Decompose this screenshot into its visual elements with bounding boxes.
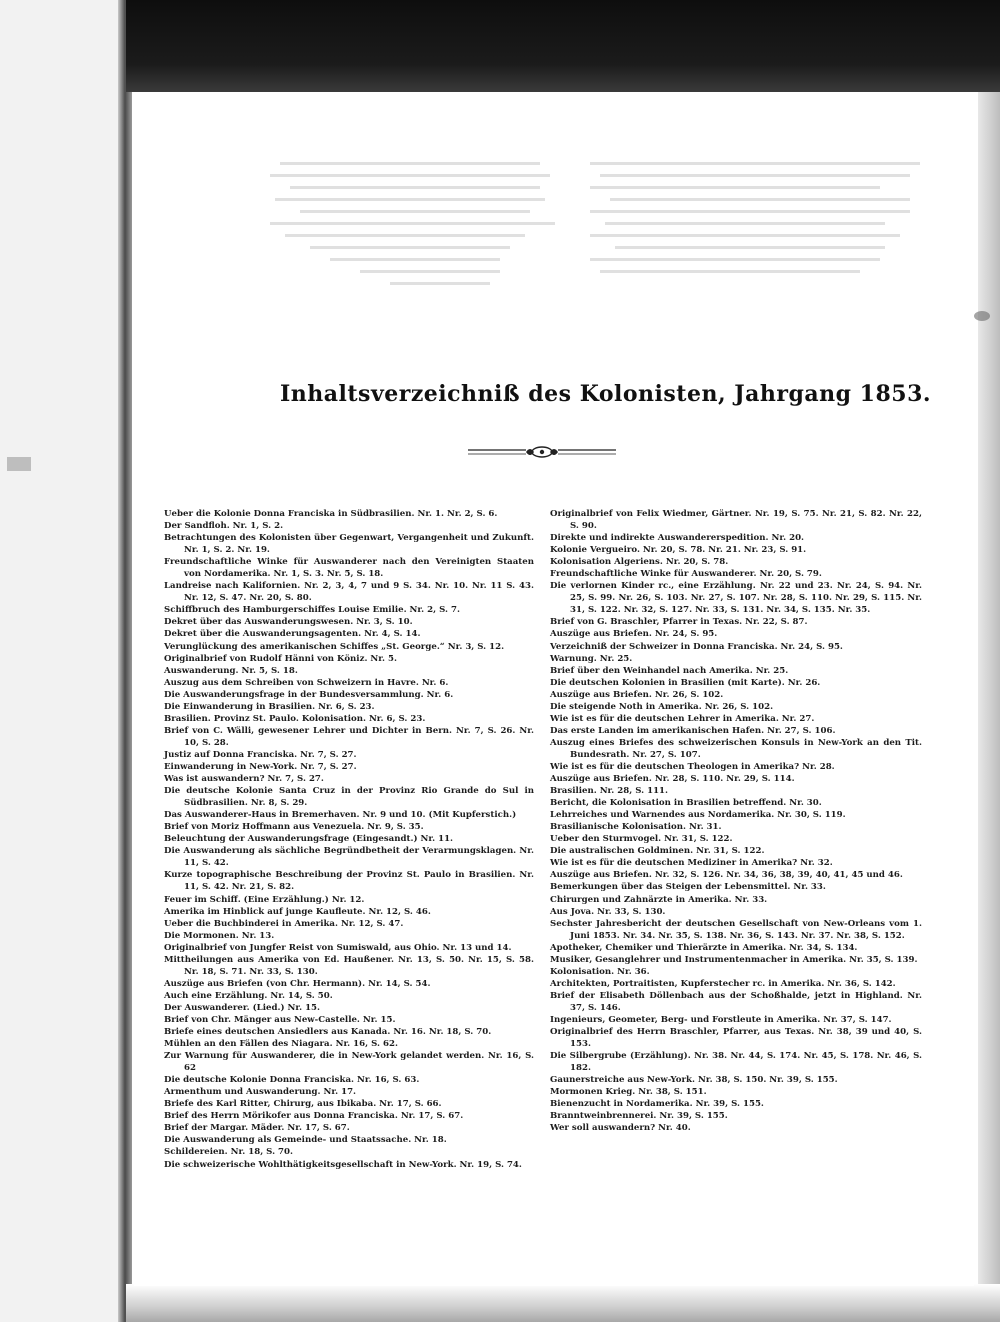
toc-entry: Auch eine Erzählung. Nr. 14, S. 50. [164,990,333,1001]
toc-entry: Sechster Jahresbericht der deutschen Gesellschaft von New-Orleans vom 1. Juni 1853. Nr. 34. Nr. 35, S. 138. Nr. 36, S. 143. Nr. 37. Nr. 38, S. 152. [550,918,922,941]
toc-entry: Originalbrief des Herrn Braschler, Pfarrer, aus Texas. Nr. 38, 39 und 40, S. 153. [550,1027,922,1050]
toc-entry: Die verlornen Kinder rc., eine Erzählung. Nr. 22 und 23. Nr. 24, S. 94. Nr. 25, S. 99. Nr. 26, S. 103. Nr. 27, S. 107. Nr. 28, S. 110. Nr. 29, S. 115. Nr. 31, S. 122. Nr. 32, S. 127. Nr. 33, S. 131. Nr. 34, S. 135. Nr. 35. [550,581,922,616]
toc-entry: Bemerkungen über das Steigen der Lebensmittel. Nr. 33. [550,882,826,893]
toc-entry: Originalbrief von Jungfer Reist von Sumiswald, aus Ohio. Nr. 13 und 14. [164,942,512,953]
toc-entry: Schiffbruch des Hamburgerschiffes Louise Emilie. Nr. 2, S. 7. [164,605,460,616]
toc-entry: Briefe eines deutschen Ansiedlers aus Kanada. Nr. 16. Nr. 18, S. 70. [164,1027,492,1038]
toc-entry: Auszüge aus Briefen (von Chr. Hermann). Nr. 14, S. 54. [164,978,431,989]
toc-entry: Betrachtungen des Kolonisten über Gegenwart, Vergangenheit und Zukunft. Nr. 1, S. 2. Nr. 19. [164,533,534,556]
toc-entry: Brief von Chr. Mänger aus New-Castelle. Nr. 15. [164,1014,396,1025]
margin-smudge-left [3,455,33,475]
toc-right-column [550,508,922,1134]
scan-left-margin [0,0,126,1322]
bleed-through-texture-right [590,160,940,310]
toc-entry: Die schweizerische Wohlthätigkeitsgesellschaft in New-York. Nr. 19, S. 74. [164,1159,522,1170]
toc-entry: Bienenzucht in Nordamerika. Nr. 39, S. 155. [550,1099,764,1110]
toc-entry: Die Einwanderung in Brasilien. Nr. 6, S. 23. [164,701,375,712]
toc-entry: Bericht, die Kolonisation in Brasilien betreffend. Nr. 30. [550,798,822,809]
toc-entry: Kolonisation. Nr. 36. [550,966,650,977]
toc-entry: Brief der Elisabeth Döllenbach aus der Schoßhalde, jetzt in Highland. Nr. 37, S. 146. [550,990,922,1013]
toc-entry: Die deutschen Kolonien in Brasilien (mit Karte). Nr. 26. [550,677,821,688]
toc-entry: Mühlen an den Fällen des Niagara. Nr. 16, S. 62. [164,1039,398,1050]
toc-entry: Auszüge aus Briefen. Nr. 32, S. 126. Nr. 34, 36, 38, 39, 40, 41, 45 und 46. [550,870,903,881]
toc-entry: Wie ist es für die deutschen Theologen in Amerika? Nr. 28. [550,761,835,772]
toc-entry: Brief von Moriz Hoffmann aus Venezuela. Nr. 9, S. 35. [164,822,424,833]
toc-entry: Direkte und indirekte Auswandererspedition. Nr. 20. [550,533,805,544]
toc-entry: Kurze topographische Beschreibung der Provinz St. Paulo in Brasilien. Nr. 11, S. 42. Nr. 21, S. 82. [164,870,534,893]
toc-entry: Auszug eines Briefes des schweizerischen Konsuls in New-York an den Tit. Bundesrath. Nr. 27, S. 107. [550,737,922,760]
toc-entry: Einwanderung in New-York. Nr. 7, S. 27. [164,761,357,772]
toc-entry: Feuer im Schiff. (Eine Erzählung.) Nr. 12. [164,894,365,905]
toc-entry: Musiker, Gesanglehrer und Instrumentenmacher in Amerika. Nr. 35, S. 139. [550,954,918,965]
toc-entry: Kolonisation Algeriens. Nr. 20, S. 78. [550,557,729,568]
bleed-through-left [270,160,560,310]
page-title: Inhaltsverzeichniß des Kolonisten, Jahrgang 1853. [280,380,932,407]
toc-entry: Ingenieurs, Geometer, Berg- und Forstleute in Amerika. Nr. 37, S. 147. [550,1014,892,1025]
toc-entry: Die Mormonen. Nr. 13. [164,930,275,941]
toc-entry: Mittheilungen aus Amerika von Ed. Haußener. Nr. 13, S. 50. Nr. 15, S. 58. Nr. 18, S. 71. Nr. 33, S. 130. [164,954,534,977]
toc-entry: Warnung. Nr. 25. [550,653,633,664]
toc-entry: Brief von G. Braschler, Pfarrer in Texas. Nr. 22, S. 87. [550,617,808,628]
toc-entry: Der Auswanderer. (Lied.) Nr. 15. [164,1002,321,1013]
bleed-through-right [590,160,940,310]
toc-entry: Ueber die Kolonie Donna Franciska in Südbrasilien. Nr. 1. Nr. 2, S. 6. [164,509,498,519]
toc-entry: Die Auswanderung als Gemeinde- und Staatssache. Nr. 18. [164,1135,447,1146]
toc-entry: Auszüge aus Briefen. Nr. 26, S. 102. [550,689,724,700]
toc-entry: Brasilien. Nr. 28, S. 111. [550,786,669,797]
book-spine-shadow [118,0,132,1322]
toc-entry: Freundschaftliche Winke für Auswanderer nach den Vereinigten Staaten von Nordamerika. Nr. 1, S. 3. Nr. 5, S. 18. [164,557,534,580]
toc-entry: Dekret über das Auswanderungswesen. Nr. 3, S. 10. [164,617,413,628]
toc-entry: Die australischen Goldminen. Nr. 31, S. 122. [550,846,765,857]
toc-entry: Auswanderung. Nr. 5, S. 18. [164,665,298,676]
toc-entry: Die deutsche Kolonie Santa Cruz in der Provinz Rio Grande do Sul in Südbrasilien. Nr. 8, S. 29. [164,786,534,809]
toc-entry: Landreise nach Kalifornien. Nr. 2, 3, 4, 7 und 9 S. 34. Nr. 10. Nr. 11 S. 43. Nr. 12, S. 47. Nr. 20, S. 80. [164,581,534,604]
toc-entry: Brief des Herrn Mörikofer aus Donna Franciska. Nr. 17, S. 67. [164,1111,464,1122]
toc-entry: Apotheker, Chemiker und Thierärzte in Amerika. Nr. 34, S. 134. [550,942,858,953]
toc-entry: Aus Jova. Nr. 33, S. 130. [550,906,666,917]
margin-smudge-right [972,308,992,324]
scan-bottom-border [126,1284,1000,1322]
toc-entry: Originalbrief von Felix Wiedmer, Gärtner. Nr. 19, S. 75. Nr. 21, S. 82. Nr. 22, S. 90. [550,509,922,532]
toc-entry: Die deutsche Kolonie Donna Franciska. Nr. 16, S. 63. [164,1075,420,1086]
toc-entry: Auszüge aus Briefen. Nr. 28, S. 110. Nr. 29, S. 114. [550,774,795,785]
toc-entry: Brief über den Weinhandel nach Amerika. Nr. 25. [550,665,789,676]
toc-entry: Beleuchtung der Auswanderungsfrage (Eingesandt.) Nr. 11. [164,834,454,845]
toc-entry: Wer soll auswandern? Nr. 40. [550,1123,691,1134]
toc-entry: Ueber den Sturmvogel. Nr. 31, S. 122. [550,834,733,845]
toc-entry: Was ist auswandern? Nr. 7, S. 27. [164,774,324,785]
toc-entry: Briefe des Karl Ritter, Chirurg, aus Ibikaba. Nr. 17, S. 66. [164,1099,442,1110]
toc-entry: Architekten, Portraitisten, Kupferstecher rc. in Amerika. Nr. 36, S. 142. [550,978,896,989]
toc-entry: Dekret über die Auswanderungsagenten. Nr. 4, S. 14. [164,629,421,640]
toc-entry: Originalbrief von Rudolf Hänni von Köniz. Nr. 5. [164,653,397,664]
toc-entry: Wie ist es für die deutschen Mediziner in Amerika? Nr. 32. [550,858,833,869]
toc-entry: Mormonen Krieg. Nr. 38, S. 151. [550,1087,707,1098]
scan-right-border [978,92,1000,1322]
toc-entry: Chirurgen und Zahnärzte in Amerika. Nr. 33. [550,894,768,905]
toc-entry: Gaunerstreiche aus New-York. Nr. 38, S. 150. Nr. 39, S. 155. [550,1075,838,1086]
toc-entry: Brasilianische Kolonisation. Nr. 31. [550,822,722,833]
toc-entry: Schildereien. Nr. 18, S. 70. [164,1147,294,1158]
toc-left-column [164,508,534,1171]
toc-entry: Die Auswanderung als sächliche Begründbetheit der Verarmungsklagen. Nr. 11, S. 42. [164,846,534,869]
toc-entry: Zur Warnung für Auswanderer, die in New-York gelandet werden. Nr. 16, S. 62 [164,1051,534,1074]
toc-entry: Verunglückung des amerikanischen Schiffes „St. George.“ Nr. 3, S. 12. [164,641,505,652]
toc-entry: Brief von C. Wälli, gewesener Lehrer und Dichter in Bern. Nr. 7, S. 26. Nr. 10, S. 28. [164,725,534,748]
toc-entry: Das erste Landen im amerikanischen Hafen. Nr. 27, S. 106. [550,725,836,736]
scan-top-border [126,0,1000,92]
toc-entry: Der Sandfloh. Nr. 1, S. 2. [164,521,284,532]
toc-entry: Wie ist es für die deutschen Lehrer in Amerika. Nr. 27. [550,713,815,724]
toc-entry: Auszüge aus Briefen. Nr. 24, S. 95. [550,629,718,640]
toc-entry: Auszug aus dem Schreiben von Schweizern in Havre. Nr. 6. [164,677,449,688]
toc-entry: Brasilien. Provinz St. Paulo. Kolonisation. Nr. 6, S. 23. [164,713,426,724]
toc-entry: Kolonie Vergueiro. Nr. 20, S. 78. Nr. 21. Nr. 23, S. 91. [550,545,807,556]
toc-entry: Die steigende Noth in Amerika. Nr. 26, S. 102. [550,701,774,712]
title-ornament-divider [468,444,616,460]
toc-entry: Armenthum und Auswanderung. Nr. 17. [164,1087,357,1098]
toc-entry: Justiz auf Donna Franciska. Nr. 7, S. 27. [164,749,357,760]
toc-entry: Ueber die Buchbinderei in Amerika. Nr. 12, S. 47. [164,918,404,929]
toc-entry: Das Auswanderer-Haus in Bremerhaven. Nr. 9 und 10. (Mit Kupferstich.) [164,810,517,821]
toc-entry: Lehrreiches und Warnendes aus Nordamerika. Nr. 30, S. 119. [550,810,846,821]
toc-entry: Brief der Margar. Mäder. Nr. 17, S. 67. [164,1123,350,1134]
toc-entry: Die Silbergrube (Erzählung). Nr. 38. Nr. 44, S. 174. Nr. 45, S. 178. Nr. 46, S. 182. [550,1051,922,1074]
toc-entry: Amerika im Hinblick auf junge Kaufleute. Nr. 12, S. 46. [164,906,431,917]
toc-entry: Die Auswanderungsfrage in der Bundesversammlung. Nr. 6. [164,689,454,700]
bleed-through-texture-left [270,160,560,310]
toc-entry: Freundschaftliche Winke für Auswanderer. Nr. 20, S. 79. [550,569,822,580]
toc-entry: Branntweinbrennerei. Nr. 39, S. 155. [550,1111,728,1122]
toc-entry: Verzeichniß der Schweizer in Donna Franciska. Nr. 24, S. 95. [550,641,843,652]
